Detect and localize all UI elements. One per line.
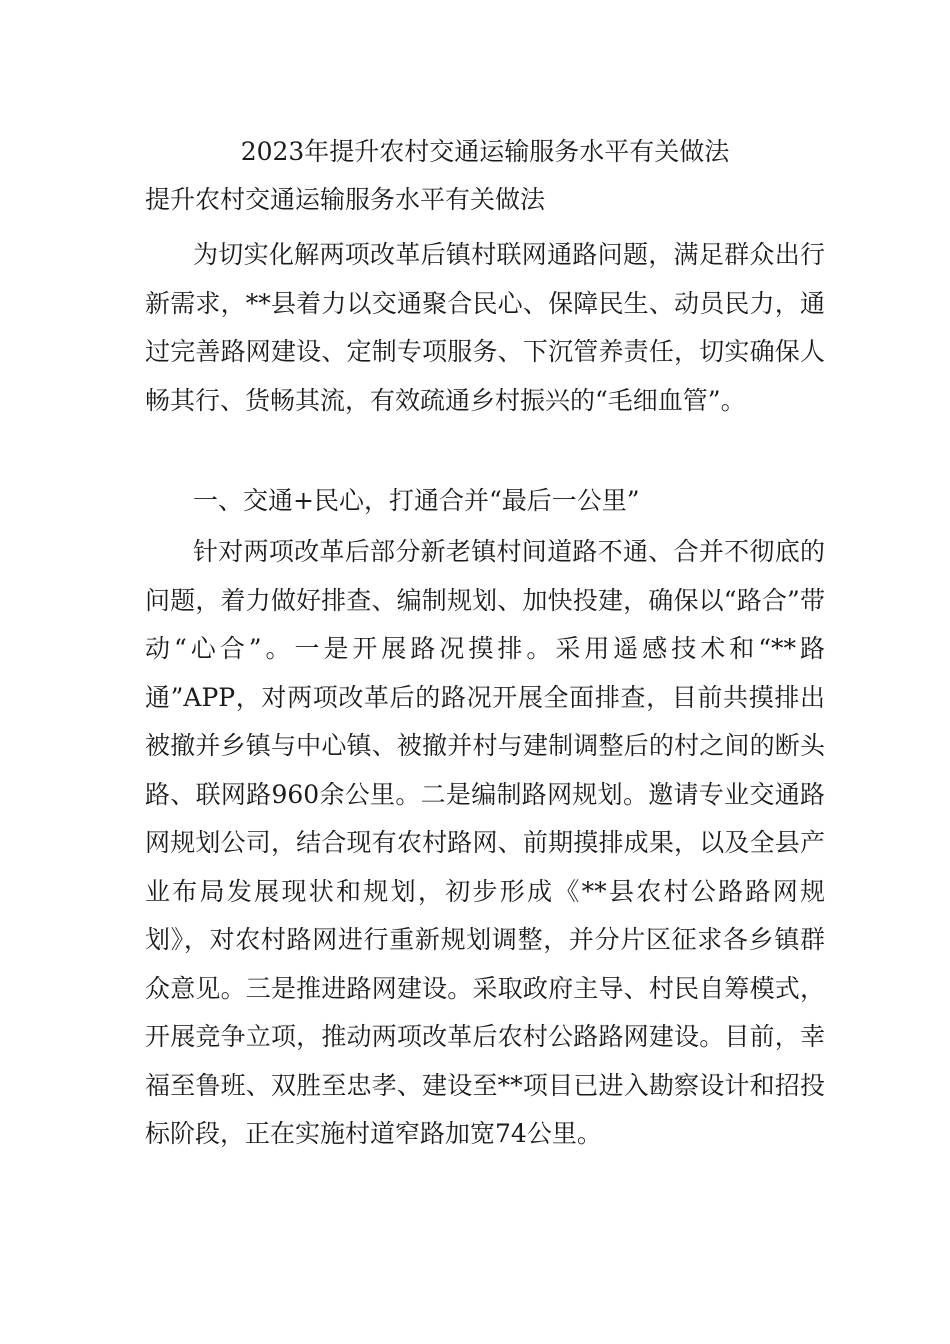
paragraph-section-1: 针对两项改革后部分新老镇村间道路不通、合并不彻底的问题，着力做好排查、编制规划、加快投建，确保以“路合”带动“心合”。一是开展路况摸排。采用遥感技术和“**路通”APP，对两项改革后的路况开展全面排查，目前共摸排出被撤并乡镇与中心镇、被撤并村与建制调整后的村之间的断头路、联网路960余公里。二是编制路网规划。邀请专业交通路网规划公司，结合现有农村路网、前期摸排成果，以及全县产业布局发展现状和规划，初步形成《**县农村公路路网规划》，对农村路网进行重新规划调整，并分片区征求各乡镇群众意见。三是推进路网建设。采取政府主导、村民自筹模式，开展竞争立项，推动两项改革后农村公路路网建设。目前，幸福至鲁班、双胜至忠孝、建设至**项目已进入勘察设计和招投标阶段，正在实施村道窄路加宽74公里。 (145, 537, 825, 1148)
document-title: 2023年提升农村交通运输服务水平有关做法 (240, 137, 730, 166)
document-subtitle: 提升农村交通运输服务水平有关做法 (145, 185, 546, 214)
paragraph-intro: 为切实化解两项改革后镇村联网通路问题，满足群众出行新需求，**县着力以交通聚合民心、保障民生、动员民力，通过完善路网建设、定制专项服务、下沉管养责任，切实确保人畅其行、货畅其流，有效疏通乡村振兴的“毛细血管”。 (145, 240, 825, 415)
section-heading: 一、交通+民心，打通合并“最后一公里” (193, 486, 640, 515)
